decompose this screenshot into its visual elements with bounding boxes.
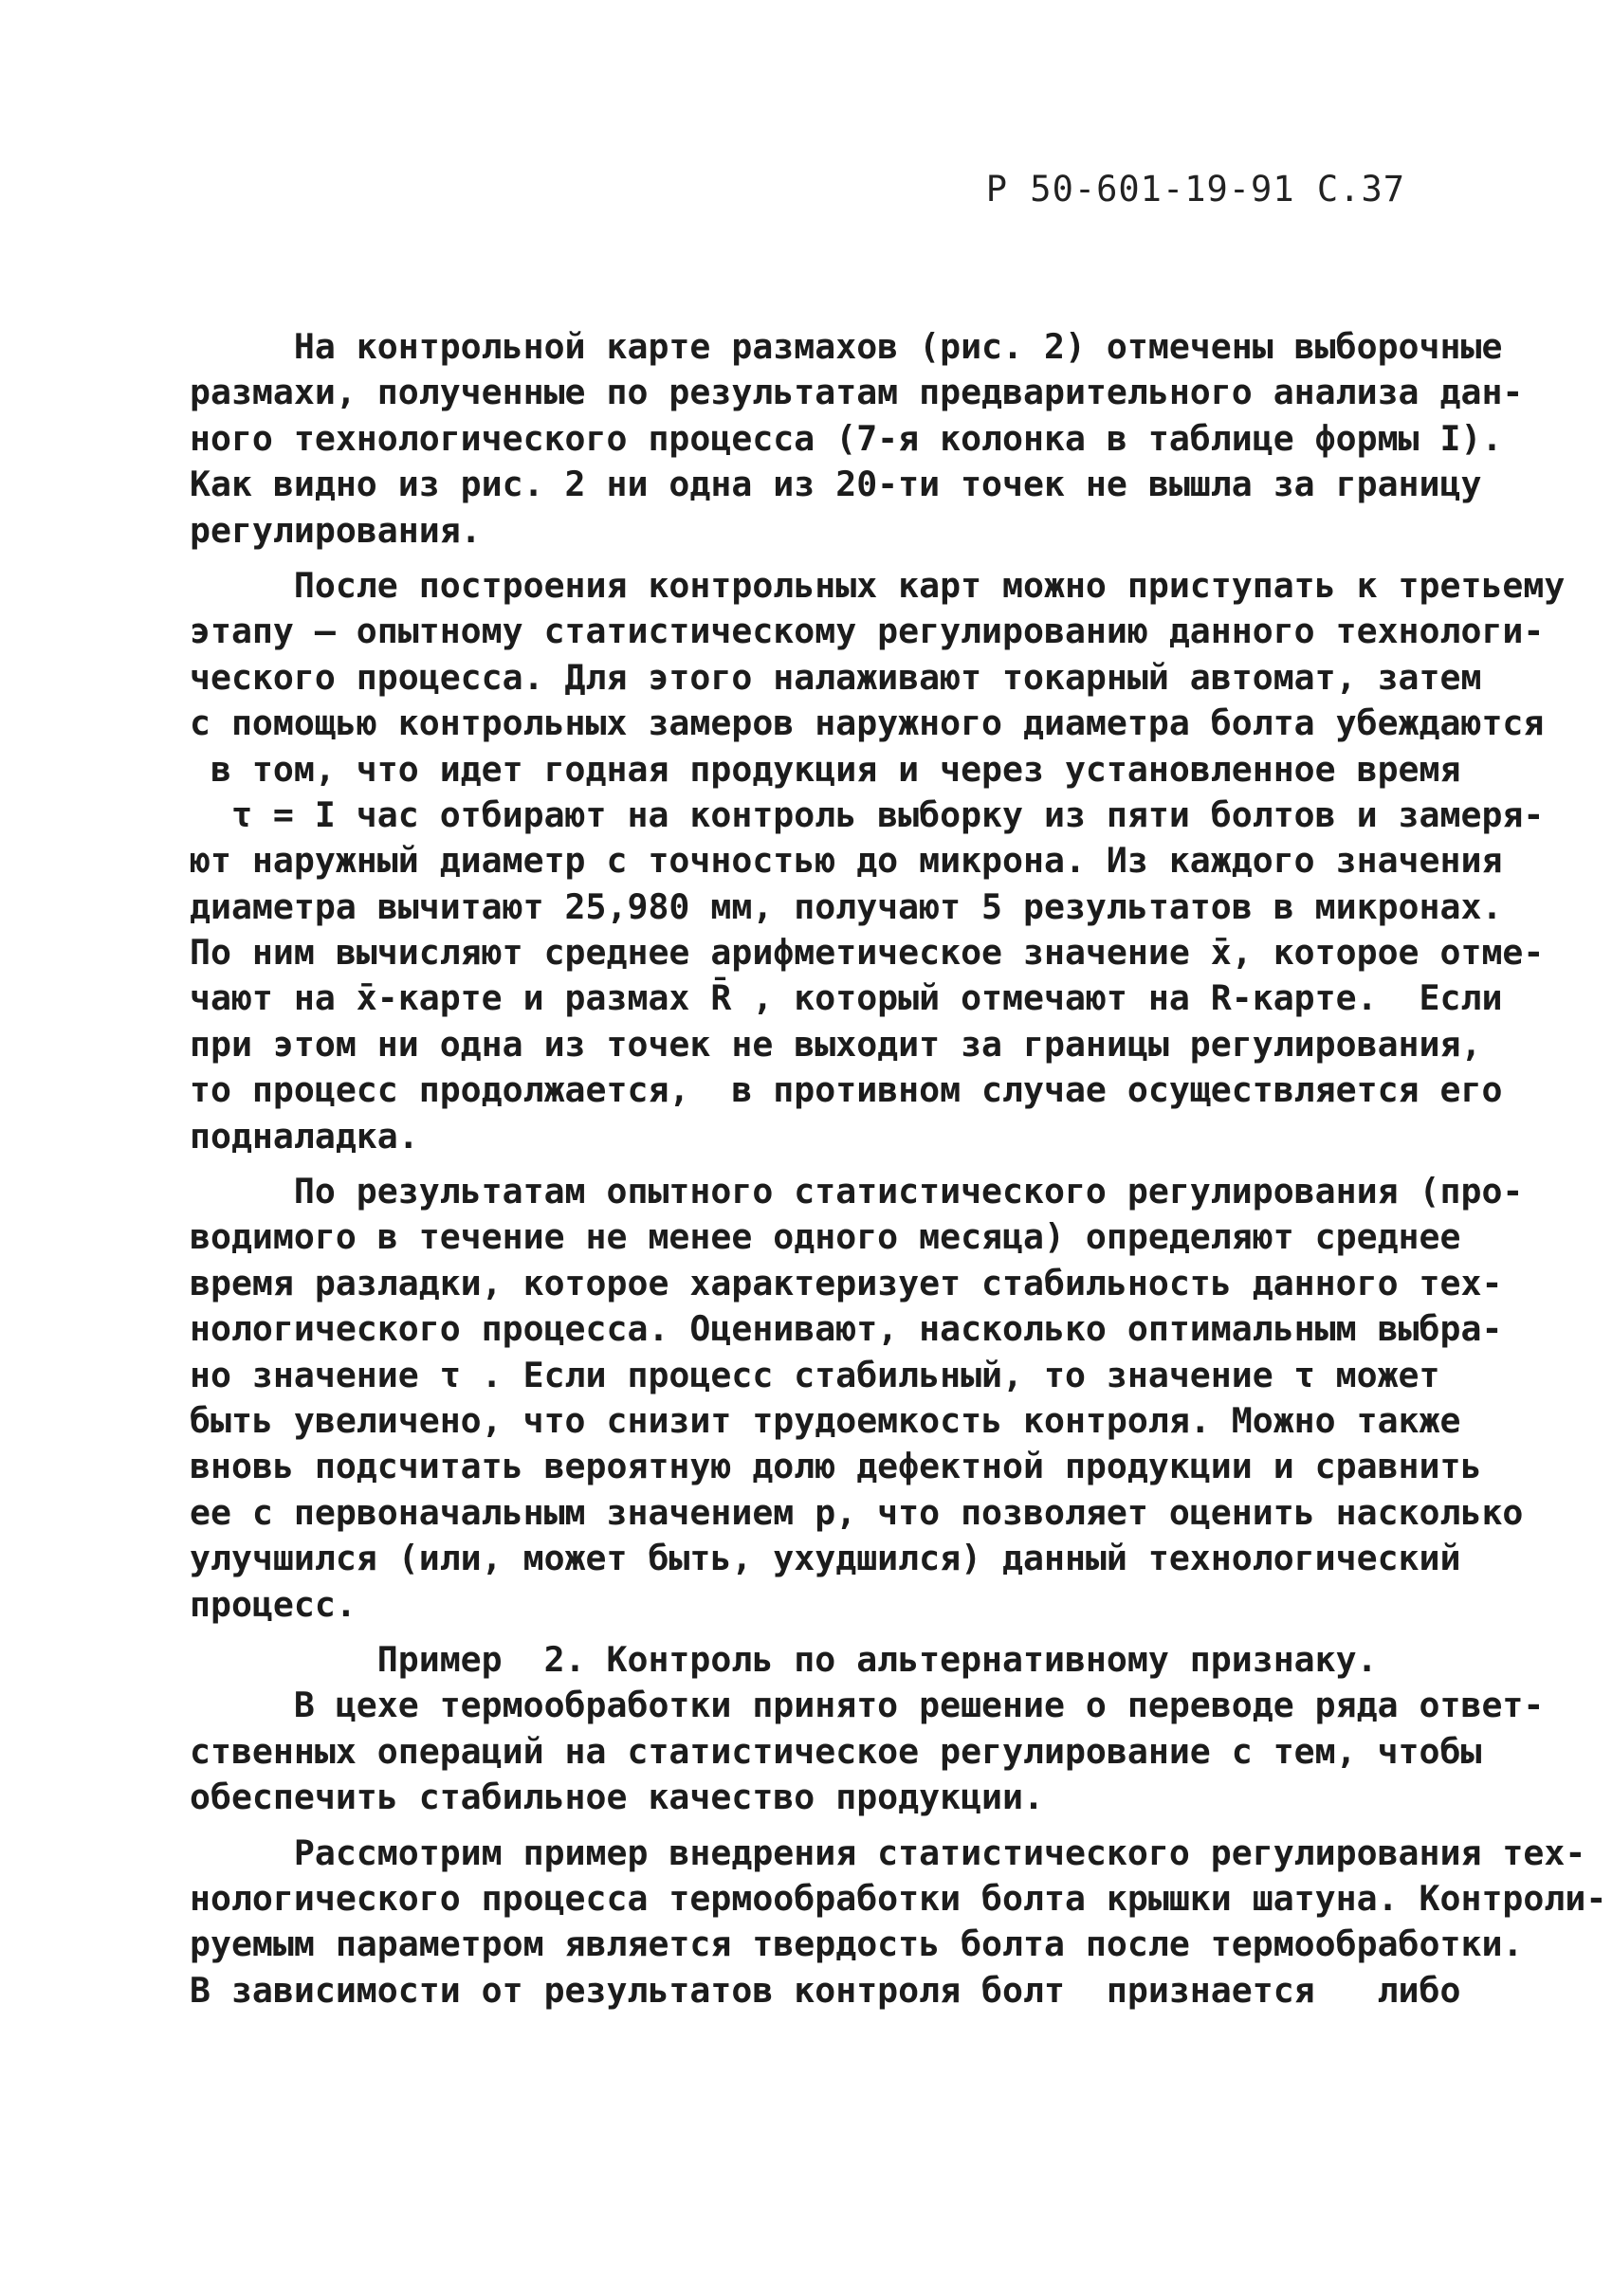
text-line: время разладки, которое характеризует стабильность данного тех- [190,1262,1503,1303]
text-line: при этом ни одна из точек не выходит за границы регулирования, [190,1023,1482,1065]
text-line: этапу – опытному статистическому регулированию данного технологи- [190,610,1545,652]
text-line: процесс. [190,1583,357,1625]
text-line: В цехе термообработки принято решение о переводе ряда ответ- [190,1685,1545,1726]
text-line: в том, что идет годная продукция и через установленное время [190,748,1461,790]
paragraph-2 [190,563,1566,1159]
text-line: водимого в течение не менее одного месяца) определяют среднее [190,1216,1461,1258]
text-line: ческого процесса. Для этого налаживают токарный автомат, затем [190,656,1482,698]
text-line: В зависимости от результатов контроля болт признается либо [190,1969,1461,2011]
text-line: подналадка. [190,1115,419,1157]
document-body [190,324,1607,2014]
paragraph-1 [190,324,1524,554]
paragraph-3 [190,1169,1524,1628]
text-line: τ = I час отбирают на контроль выборку из пяти болтов и замеря- [190,793,1545,835]
text-line: обеспечить стабильное качество продукции. [190,1777,1044,1818]
text-line: улучшился (или, может быть, ухудшился) данный технологический [190,1538,1461,1579]
paragraph-4 [190,1637,1545,1821]
text-line: Как видно из рис. 2 ни одна из 20-ти точек не вышла за границу [190,464,1482,505]
text-line: ного технологического процесса (7-я колонка в таблице формы I). [190,417,1503,459]
text-line: размахи, полученные по результатам предварительного анализа дан- [190,372,1524,413]
text-line: По результатам опытного статистического регулирования (про- [190,1171,1524,1212]
text-line: но значение τ . Если процесс стабильный, то значение τ может [190,1354,1440,1395]
text-line: чают на x̄-карте и размах R̄ , который отмечают на R-карте. Если [190,977,1503,1019]
text-line: нологического процесса термообработки болта крышки шатуна. Контроли- [190,1877,1607,1919]
text-line: ют наружный диаметр с точностью до микрона. Из каждого значения [190,840,1503,882]
example-heading: Пример 2. Контроль по альтернативному признаку. [190,1638,1378,1680]
text-line: По ним вычисляют среднее арифметическое значение x̄, которое отме- [190,932,1545,974]
text-line: нологического процесса. Оценивают, насколько оптимальным выбра- [190,1308,1503,1350]
text-line: После построения контрольных карт можно приступать к третьему [190,564,1566,606]
text-line: На контрольной карте размахов (рис. 2) отмечены выборочные [190,326,1503,367]
paragraph-5 [190,1831,1607,2014]
text-line: с помощью контрольных замеров наружного диаметра болта убеждаются [190,702,1545,744]
text-line: ственных операций на статистическое регулирование с тем, чтобы [190,1730,1482,1772]
text-line: вновь подсчитать вероятную долю дефектной продукции и сравнить [190,1446,1482,1487]
text-line: то процесс продолжается, в противном случае осуществляется его [190,1069,1503,1111]
text-line: регулирования. [190,509,482,551]
document-reference: Р 50-601-19-91 С.37 [985,169,1405,210]
text-line: руемым параметром является твердость болта после термообработки. [190,1923,1524,1965]
text-line: быть увеличено, что снизит трудоемкость контроля. Можно также [190,1399,1461,1441]
text-line: Рассмотрим пример внедрения статистического регулирования тех- [190,1831,1586,1873]
text-line: диаметра вычитают 25,980 мм, получают 5 результатов в микронах. [190,885,1503,927]
text-line: ее с первоначальным значением р, что позволяет оценить насколько [190,1491,1524,1533]
